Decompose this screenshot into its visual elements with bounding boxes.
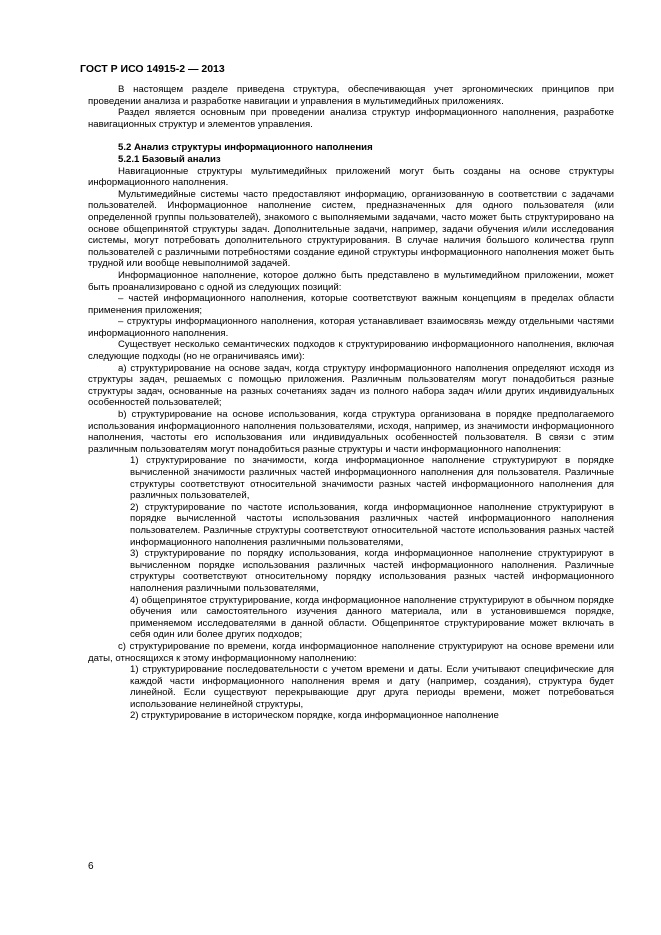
list-item: b) структурирование на основе использования, когда структура организована в порядке предполагаемого использования информационного наполнения пользователями, исходя, например, из значимости информационного наполнения, частоты его использования или индивидуальных особенностей пользователя. В связи с этим различным пользователям могут понадобиться разные структуры и части информационного наполнения: — [88, 409, 614, 455]
sublist-item: 1) структурирование по значимости, когда информационное наполнение структурируют в порядке вычисленной значимости различных частей информационного наполнения для пользователя. Различные структуры соответствуют относительной значимости разных частей информационного наполнения для различных пользователей, — [130, 455, 614, 502]
sublist-item: 1) структурирование последовательности с учетом времени и даты. Если учитывают специфические для каждой части информационного наполнения время и дату (например, создания), структура будет линейной. Если существуют перекрывающие друг друга периоды времени, может потребоваться использование нелинейной структуры, — [130, 664, 614, 710]
list-item: a) структурирование на основе задач, когда структуру информационного наполнения определяют исходя из структуры задач, решаемых с помощью приложения. Различным пользователям могут понадобиться разные структуры задач, основанные на разных сочетаниях задач из полного набора задач и/или других индивидуальных особенностей пользователей; — [88, 362, 614, 409]
sublist-c — [88, 664, 614, 722]
sublist-item: 3) структурирование по порядку использования, когда информационное наполнение структурируют в вычисленном порядке использования различных частей информационного наполнения. Различные структуры соответствуют относительному порядку использования разных частей информационного наполнения различными пользователями, — [130, 548, 614, 594]
section-heading: 5.2 Анализ структуры информационного наполнения — [118, 142, 373, 154]
body-paragraph: Существует несколько семантических подходов к структурированию информационного наполнения, включая следующие подходы (но не ограничиваясь ими): — [88, 339, 614, 363]
sublist-item: 2) структурирование по частоте использования, когда информационное наполнение структурируют в порядке вычисленной частоты использования различных частей информационного наполнения пользователем. Различные структуры соответствуют относительной частоте использования разных частей информационного наполнения различными пользователями, — [130, 501, 614, 548]
sublist-item: 2) структурирование в историческом порядке, когда информационное наполнение — [130, 710, 499, 722]
intro-paragraph: Раздел является основным при проведении анализа структур информационного наполнения, разработке навигационных структур и элементов управления. — [88, 107, 614, 130]
body-paragraph: Мультимедийные системы часто предоставляют информацию, организованную в соответствии с задачами пользователей. Информационное наполнение систем, предназначенных для одного пользователя (или определенной группы пользователей), знакомого с выполняемыми задачами, часто может быть структурировано на основе общепринятой структуры задач. Дополнительные задачи, например, задачи обучения и/или исследования системы, могут потребовать дополнительного структурирования. В случае наличия большого количества групп пользователей с различными потребностями создание единой структуры информационного наполнения может быть трудной или вообще невыполнимой задачей. — [88, 188, 614, 270]
body-paragraph: Навигационные структуры мультимедийных приложений могут быть созданы на основе структуры информационного наполнения. — [88, 165, 614, 189]
page-body — [88, 84, 614, 722]
sublist-b — [88, 455, 614, 641]
subsection-heading: 5.2.1 Базовый анализ — [118, 153, 221, 165]
intro-paragraph: В настоящем разделе приведена структура, обеспечивающая учет эргономических принципов при проведении анализа и разработке навигации и управления в мультимедийных приложениях. — [88, 84, 614, 107]
list-item: c) структурирование по времени, когда информационное наполнение структурируют на основе времени или даты, относящихся к этому информационному наполнению: — [88, 640, 614, 664]
sublist-item: 4) общепринятое структурирование, когда информационное наполнение структурируют в обычном порядке обучения или самостоятельного изучения данного материала, или в установившемся порядке, применяемом исследователями в данной области. Общепринятое структурирование может включать в себя один или более других подходов; — [130, 594, 614, 641]
list-item: – структуры информационного наполнения, которая устанавливает взаимосвязь между отдельными частями информационного наполнения. — [88, 316, 614, 339]
page-number: 6 — [88, 861, 94, 872]
list-item: – частей информационного наполнения, которые соответствуют важным концепциям в пределах области применения приложения; — [88, 293, 614, 316]
document-header: ГОСТ Р ИСО 14915-2 — 2013 — [80, 63, 225, 75]
body-paragraph: Информационное наполнение, которое должно быть представлено в мультимедийном приложении, может быть проанализировано с одной из следующих позиций: — [88, 269, 614, 293]
